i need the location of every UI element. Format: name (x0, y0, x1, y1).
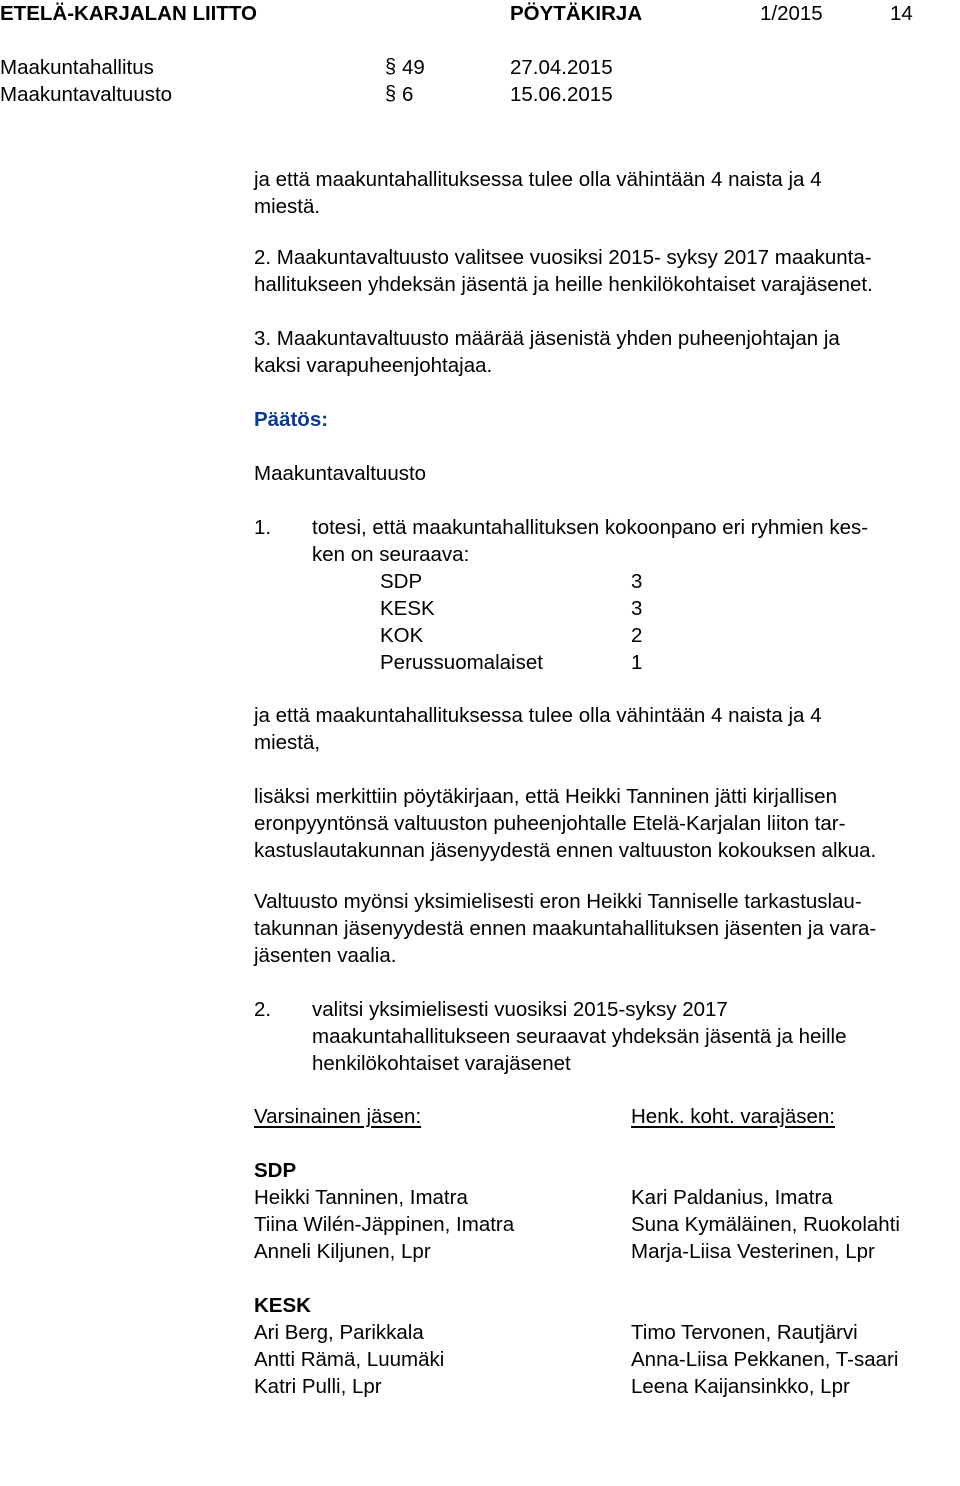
decision-body: Maakuntavaltuusto (254, 462, 427, 485)
header-body: Maakuntahallitus (0, 56, 154, 79)
member-name: Anneli Kiljunen, Lpr (254, 1240, 431, 1263)
decision-item-1: totesi, että maakuntahallituksen kokoonpano eri ryhmien kes- (312, 516, 869, 539)
note-line: kastuslautakunnan jäsenyydestä ennen valtuuston kokouksen alkua. (254, 839, 877, 862)
decision-item-number: 2. (254, 998, 272, 1021)
header-date: 27.04.2015 (510, 56, 613, 79)
gender-line: miestä, (254, 731, 321, 754)
member-name: Heikki Tanninen, Imatra (254, 1186, 468, 1209)
resign-line: takunnan jäsenyydestä ennen maakuntahallituksen jäsenten ja vara- (254, 917, 877, 940)
intro-item-2: 2. Maakuntavaltuusto valitsee vuosiksi 2015- syksy 2017 maakunta- (254, 246, 872, 269)
group-name: KESK (380, 597, 435, 620)
deputy-name: Suna Kymäläinen, Ruokolahti (631, 1213, 900, 1236)
column-header-member: Varsinainen jäsen: (254, 1105, 422, 1128)
note-line: eronpyyntönsä valtuuston puheenjohtalle Etelä-Karjalan liiton tar- (254, 812, 846, 835)
group-name: Perussuomalaiset (380, 651, 543, 674)
decision-item-2: maakuntahallitukseen seuraavat yhdeksän jäsentä ja heille (312, 1025, 847, 1048)
member-name: Katri Pulli, Lpr (254, 1375, 382, 1398)
header-section: 49 (402, 56, 425, 79)
doc-type: PÖYTÄKIRJA (510, 2, 643, 25)
deputy-name: Kari Paldanius, Imatra (631, 1186, 833, 1209)
member-name: Tiina Wilén-Jäppinen, Imatra (254, 1213, 515, 1236)
group-count: 1 (631, 651, 643, 674)
decision-heading: Päätös: (254, 408, 329, 431)
column-header-deputy: Henk. koht. varajäsen: (631, 1105, 835, 1128)
intro-line: ja että maakuntahallituksessa tulee olla vähintään 4 naista ja 4 (254, 168, 822, 191)
decision-item-2: henkilökohtaiset varajäsenet (312, 1052, 571, 1075)
intro-line: miestä. (254, 195, 321, 218)
header-section: 6 (402, 83, 414, 106)
deputy-name: Leena Kaijansinkko, Lpr (631, 1375, 850, 1398)
header-date: 15.06.2015 (510, 83, 613, 106)
decision-item-2: valitsi yksimielisesti vuosiksi 2015-syksy 2017 (312, 998, 728, 1021)
deputy-name: Anna-Liisa Pekkanen, T-saari (631, 1348, 899, 1371)
section-mark: § (385, 56, 397, 78)
note-line: lisäksi merkittiin pöytäkirjaan, että Heikki Tanninen jätti kirjallisen (254, 785, 837, 808)
gender-line: ja että maakuntahallituksessa tulee olla vähintään 4 naista ja 4 (254, 704, 822, 727)
member-name: Antti Rämä, Luumäki (254, 1348, 445, 1371)
group-count: 2 (631, 624, 643, 647)
doc-number: 1/2015 (760, 2, 823, 25)
group-count: 3 (631, 597, 643, 620)
decision-item-number: 1. (254, 516, 272, 539)
member-name: Ari Berg, Parikkala (254, 1321, 424, 1344)
decision-item-1: ken on seuraava: (312, 543, 470, 566)
intro-item-3: kaksi varapuheenjohtajaa. (254, 354, 493, 377)
party-heading: KESK (254, 1294, 311, 1317)
intro-item-3: 3. Maakuntavaltuusto määrää jäsenistä yhden puheenjohtajan ja (254, 327, 840, 350)
group-count: 3 (631, 570, 643, 593)
org-name: ETELÄ-KARJALAN LIITTO (0, 2, 258, 25)
party-heading: SDP (254, 1159, 297, 1182)
group-name: KOK (380, 624, 424, 647)
section-mark: § (385, 83, 397, 105)
deputy-name: Timo Tervonen, Rautjärvi (631, 1321, 858, 1344)
group-name: SDP (380, 570, 423, 593)
intro-item-2: hallitukseen yhdeksän jäsentä ja heille henkilökohtaiset varajäsenet. (254, 273, 873, 296)
page-number: 14 (890, 2, 913, 25)
resign-line: jäsenten vaalia. (254, 944, 397, 967)
resign-line: Valtuusto myönsi yksimielisesti eron Heikki Tanniselle tarkastuslau- (254, 890, 862, 913)
header-body: Maakuntavaltuusto (0, 83, 173, 106)
deputy-name: Marja-Liisa Vesterinen, Lpr (631, 1240, 875, 1263)
